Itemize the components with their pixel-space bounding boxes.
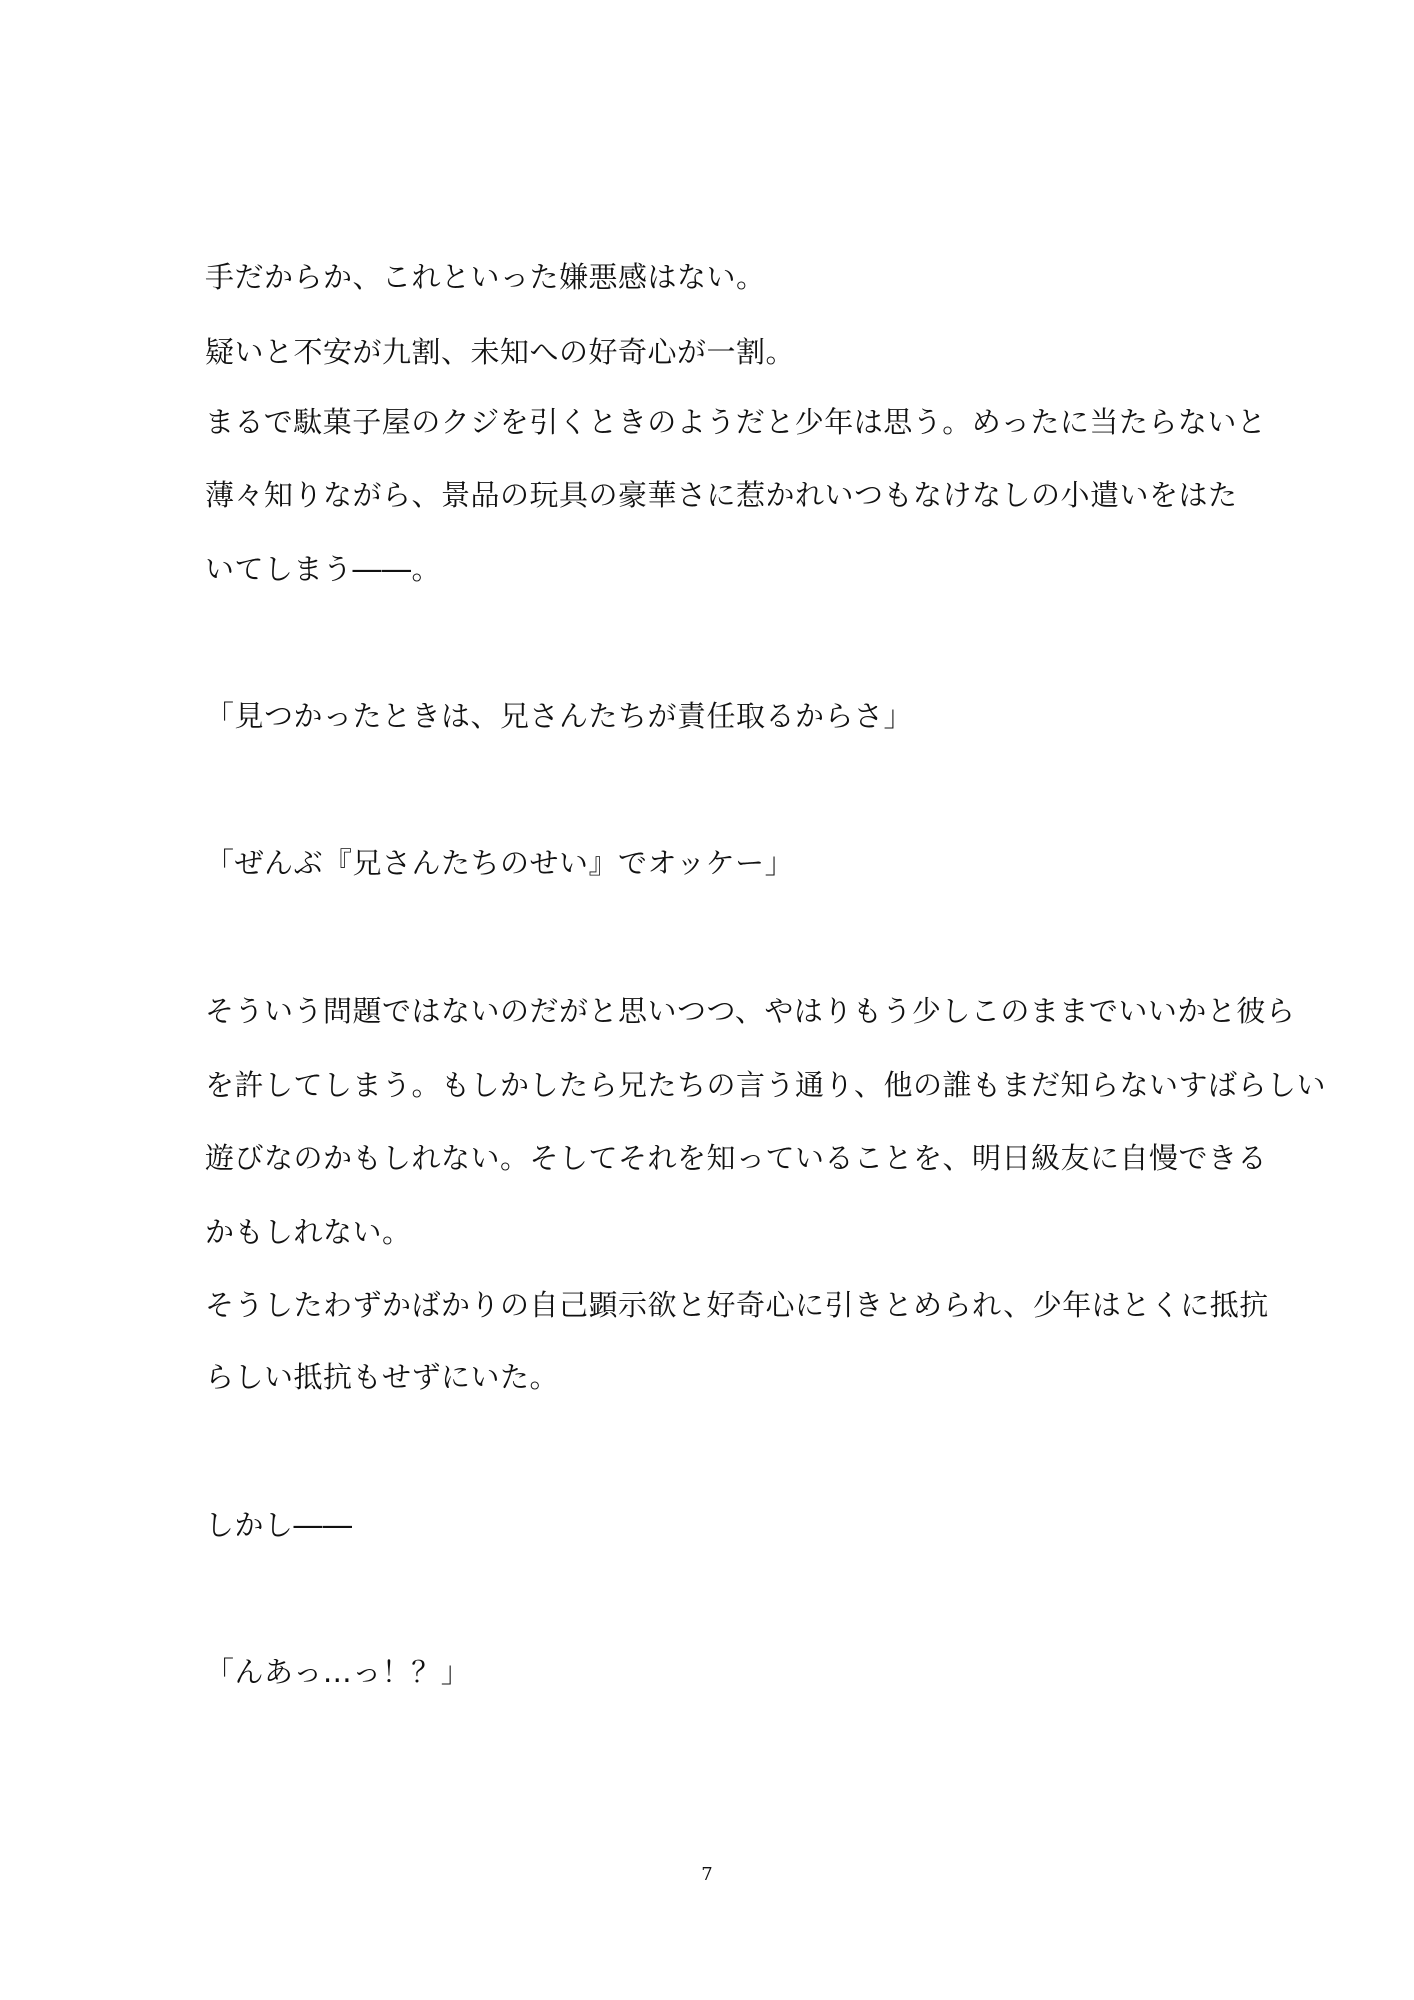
dialogue-line-2: 「ぜんぶ『兄さんたちのせい』でオッケー」 bbox=[205, 846, 795, 880]
text-line-2: 疑いと不安が九割、未知への好奇心が一割。 bbox=[205, 335, 796, 369]
text-line-3: まるで駄菓子屋のクジを引くときのようだと少年は思う。めったに当たらないと bbox=[205, 405, 1267, 439]
text-line-1: 手だからか、これといった嫌悪感はない。 bbox=[205, 260, 766, 294]
text-line-8: そういう問題ではないのだがと思いつつ、やはりもう少しこのままでいいかと彼ら bbox=[205, 994, 1296, 1028]
text-line-9: を許してしまう。もしかしたら兄たちの言う通り、他の誰もまだ知らないすばらしい bbox=[205, 1068, 1327, 1102]
dialogue-line-3: 「んあっ…っ！？」 bbox=[205, 1655, 471, 1689]
text-line-14: しかし―― bbox=[205, 1508, 353, 1542]
text-line-12: そうしたわずかばかりの自己顕示欲と好奇心に引きとめられ、少年はとくに抵抗 bbox=[205, 1288, 1269, 1322]
text-line-5: いてしまう――。 bbox=[205, 552, 442, 586]
text-line-4: 薄々知りながら、景品の玩具の豪華さに惹かれいつもなけなしの小遣いをはた bbox=[205, 478, 1238, 512]
dialogue-line-1: 「見つかったときは、兄さんたちが責任取るからさ」 bbox=[205, 699, 914, 733]
text-line-10: 遊びなのかもしれない。そしてそれを知っていることを、明日級友に自慢できる bbox=[205, 1141, 1268, 1175]
page-number: 7 bbox=[701, 1864, 713, 1885]
text-line-13: らしい抵抗もせずにいた。 bbox=[205, 1360, 560, 1394]
text-line-11: かもしれない。 bbox=[205, 1215, 412, 1249]
